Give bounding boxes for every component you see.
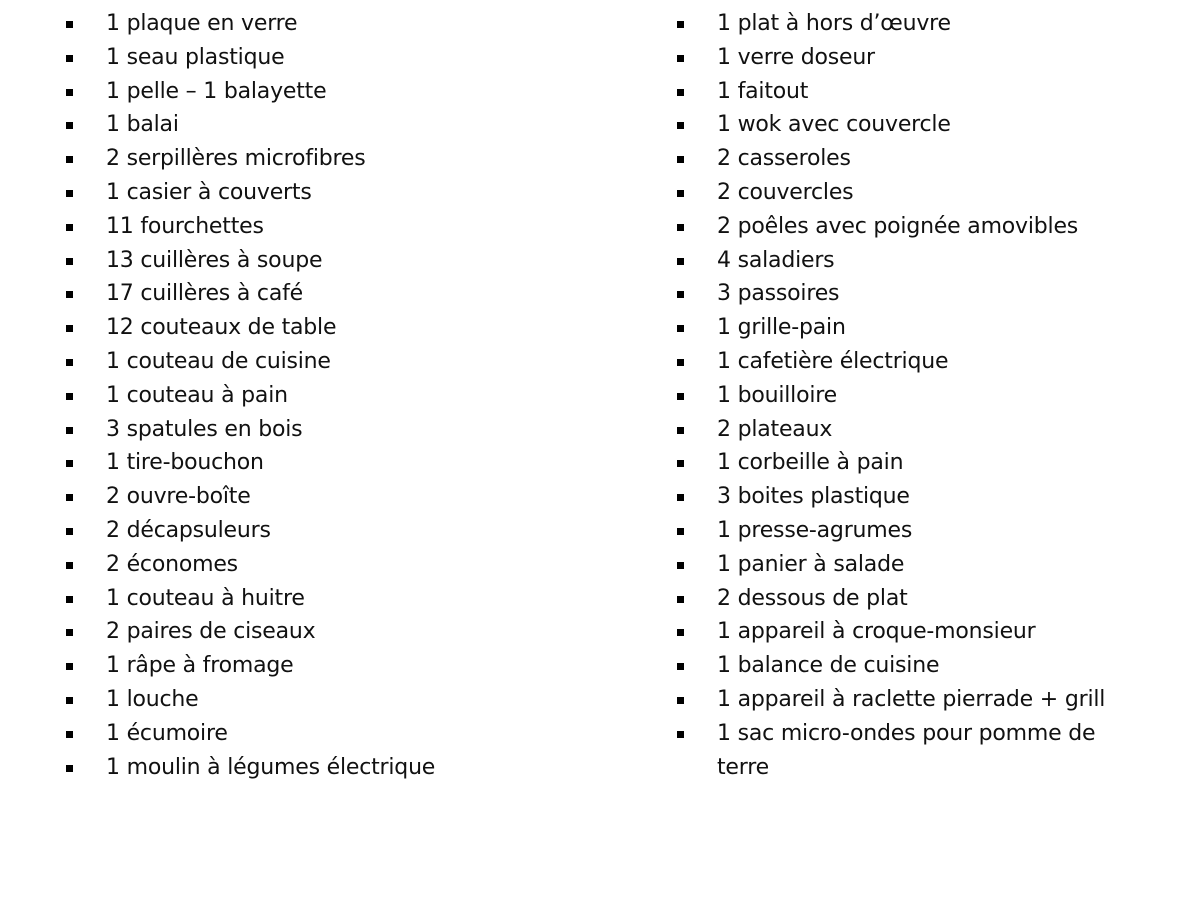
list-item [673, 582, 1193, 616]
list-item [62, 615, 602, 649]
item-label: 1 couteau à huitre [106, 585, 305, 611]
item-label: 3 boites plastique [717, 484, 910, 510]
square-bullet-icon [66, 190, 73, 197]
list-item [673, 210, 1193, 244]
square-bullet-icon [66, 55, 73, 62]
list-item [62, 413, 602, 447]
item-label: 1 presse-agrumes [717, 517, 913, 543]
square-bullet-icon [677, 528, 684, 535]
list-item [673, 379, 1193, 413]
list-item [62, 311, 602, 345]
list-item [62, 142, 602, 176]
item-label: 2 plateaux [717, 416, 833, 442]
list-item [62, 244, 602, 278]
list-item [673, 108, 1193, 142]
list-item [673, 615, 1193, 649]
item-label: 1 seau plastique [106, 44, 285, 70]
square-bullet-icon [677, 291, 684, 298]
list-item [673, 649, 1193, 683]
list-item [673, 413, 1193, 447]
item-label: 1 panier à salade [717, 551, 905, 577]
item-label: 1 cafetière électrique [717, 348, 949, 374]
list-item [62, 480, 602, 514]
square-bullet-icon [66, 596, 73, 603]
list-item [62, 446, 602, 480]
square-bullet-icon [677, 596, 684, 603]
square-bullet-icon [66, 224, 73, 231]
square-bullet-icon [66, 156, 73, 163]
list-item [62, 277, 602, 311]
square-bullet-icon [677, 494, 684, 501]
list-item [62, 210, 602, 244]
square-bullet-icon [677, 156, 684, 163]
list-item [62, 751, 602, 785]
square-bullet-icon [66, 393, 73, 400]
list-item [673, 345, 1193, 379]
item-label: 1 plaque en verre [106, 11, 298, 36]
clipped-previous-line-right [717, 0, 837, 2]
square-bullet-icon [66, 460, 73, 467]
item-label: 3 spatules en bois [106, 416, 303, 442]
square-bullet-icon [677, 122, 684, 129]
list-item [62, 379, 602, 413]
square-bullet-icon [66, 427, 73, 434]
square-bullet-icon [66, 258, 73, 265]
list-item [673, 480, 1193, 514]
square-bullet-icon [677, 359, 684, 366]
list-item [673, 7, 1193, 41]
list-item [62, 41, 602, 75]
item-label: 1 plat à hors d’œuvre [717, 11, 951, 36]
square-bullet-icon [66, 494, 73, 501]
square-bullet-icon [677, 393, 684, 400]
list-item [62, 717, 602, 751]
square-bullet-icon [66, 89, 73, 96]
list-item [62, 108, 602, 142]
square-bullet-icon [677, 89, 684, 96]
square-bullet-icon [677, 697, 684, 704]
square-bullet-icon [677, 55, 684, 62]
square-bullet-icon [66, 663, 73, 670]
list-item [62, 649, 602, 683]
item-label: 17 cuillères à café [106, 281, 303, 307]
list-item [673, 176, 1193, 210]
square-bullet-icon [677, 629, 684, 636]
square-bullet-icon [677, 427, 684, 434]
item-label: 4 saladiers [717, 247, 835, 273]
item-label: 1 tire-bouchon [106, 450, 264, 476]
list-item [62, 683, 602, 717]
item-label: 13 cuillères à soupe [106, 247, 323, 273]
list-item [673, 514, 1193, 548]
item-label: 1 couteau de cuisine [106, 348, 331, 374]
list-item [62, 345, 602, 379]
item-label: 12 couteaux de table [106, 315, 337, 341]
square-bullet-icon [66, 562, 73, 569]
item-label: 1 couteau à pain [106, 382, 288, 408]
item-label: 1 wok avec couvercle [717, 112, 951, 138]
square-bullet-icon [66, 697, 73, 704]
item-label: 1 appareil à raclette pierrade + grill [717, 686, 1106, 712]
square-bullet-icon [66, 291, 73, 298]
item-label: 1 râpe à fromage [106, 653, 294, 679]
square-bullet-icon [66, 528, 73, 535]
list-item [673, 548, 1193, 582]
list-item [673, 717, 1137, 785]
item-label: 2 décapsuleurs [106, 517, 271, 543]
list-item [62, 7, 602, 41]
item-label: 2 paires de ciseaux [106, 619, 316, 645]
item-label: 2 ouvre-boîte [106, 484, 251, 510]
item-label: 3 passoires [717, 281, 840, 307]
item-label: 1 bouilloire [717, 382, 837, 408]
item-label: 1 faitout [717, 78, 809, 104]
item-label: 1 balance de cuisine [717, 653, 940, 679]
inventory-list-left [62, 7, 602, 784]
square-bullet-icon [677, 731, 684, 738]
square-bullet-icon [66, 325, 73, 332]
list-item [62, 548, 602, 582]
item-label: 1 corbeille à pain [717, 450, 904, 476]
square-bullet-icon [677, 224, 684, 231]
square-bullet-icon [66, 359, 73, 366]
inventory-list-right [673, 7, 1193, 784]
item-label: 1 grille-pain [717, 315, 846, 341]
item-label: 1 verre doseur [717, 44, 875, 70]
square-bullet-icon [66, 21, 73, 28]
list-item [673, 75, 1193, 109]
list-item [62, 75, 602, 109]
list-item [62, 582, 602, 616]
item-label: 2 serpillères microfibres [106, 146, 366, 172]
square-bullet-icon [677, 325, 684, 332]
list-item [673, 277, 1193, 311]
list-item [673, 142, 1193, 176]
square-bullet-icon [677, 190, 684, 197]
square-bullet-icon [677, 562, 684, 569]
item-label: 2 couvercles [717, 179, 854, 205]
square-bullet-icon [66, 629, 73, 636]
square-bullet-icon [677, 460, 684, 467]
item-label: 1 balai [106, 112, 179, 138]
list-item [62, 514, 602, 548]
item-label: 11 fourchettes [106, 213, 264, 239]
square-bullet-icon [677, 258, 684, 265]
item-label: 1 casier à couverts [106, 179, 312, 205]
item-label: 2 poêles avec poignée amovibles [717, 213, 1079, 239]
list-item [673, 311, 1193, 345]
list-item [673, 683, 1193, 717]
list-item [673, 41, 1193, 75]
item-label: 1 appareil à croque-monsieur [717, 619, 1036, 645]
item-label: 2 casseroles [717, 146, 851, 172]
item-label: 1 écumoire [106, 720, 228, 746]
item-label: 1 sac micro-ondes pour pomme de terre [717, 720, 1096, 780]
square-bullet-icon [66, 731, 73, 738]
list-item [673, 446, 1193, 480]
clipped-previous-line-left [106, 0, 416, 2]
square-bullet-icon [677, 21, 684, 28]
item-label: 2 économes [106, 551, 238, 577]
item-label: 1 louche [106, 686, 199, 712]
list-item [62, 176, 602, 210]
item-label: 1 pelle – 1 balayette [106, 78, 327, 104]
item-label: 1 moulin à légumes électrique [106, 754, 436, 780]
item-label: 2 dessous de plat [717, 585, 908, 611]
square-bullet-icon [66, 765, 73, 772]
list-item [673, 244, 1193, 278]
square-bullet-icon [677, 663, 684, 670]
square-bullet-icon [66, 122, 73, 129]
